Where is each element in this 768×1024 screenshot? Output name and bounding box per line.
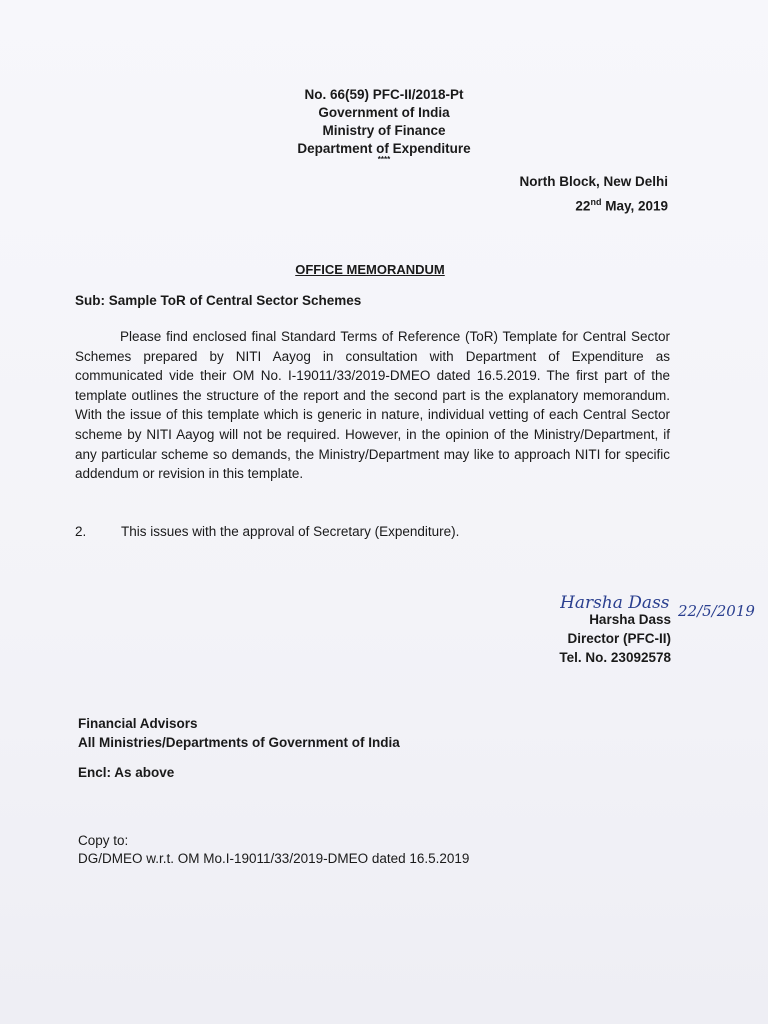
date-day: 22 xyxy=(575,198,591,214)
signatory-designation: Director (PFC-II) xyxy=(567,631,671,646)
point-text: This issues with the approval of Secretary (Expenditure). xyxy=(121,524,460,539)
letterhead xyxy=(0,86,768,164)
date-suffix: nd xyxy=(590,197,602,207)
signature-date-ink: 22/5/2019 xyxy=(678,602,755,620)
location: North Block, New Delhi xyxy=(519,174,668,189)
ministry-line: Ministry of Finance xyxy=(322,123,446,138)
signatory-block xyxy=(559,610,671,667)
enclosure-line: Encl: As above xyxy=(78,765,175,780)
subject-line: Sub: Sample ToR of Central Sector Schemes xyxy=(75,293,362,308)
separator-stars: **** xyxy=(377,155,391,164)
file-number: No. 66(59) PFC-II/2018-Pt xyxy=(304,87,464,102)
signature-name-ink: Harsha Dass xyxy=(560,593,670,613)
addressee-block xyxy=(78,714,400,752)
department-line: Department of Expenditure xyxy=(297,141,471,156)
point-number: 2. xyxy=(75,524,87,539)
signatory-name: Harsha Dass xyxy=(589,612,671,627)
date xyxy=(519,192,668,217)
place-date-block xyxy=(519,172,668,217)
government-line: Government of India xyxy=(318,105,450,120)
date-rest: May, 2019 xyxy=(601,198,668,214)
copy-to-block xyxy=(78,832,469,868)
signatory-phone: Tel. No. 23092578 xyxy=(559,650,671,665)
memo-title: OFFICE MEMORANDUM xyxy=(295,262,445,277)
copy-to-label: Copy to: xyxy=(78,833,129,848)
copy-to-text: DG/DMEO w.r.t. OM Mo.I-19011/33/2019-DMEO dated 16.5.2019 xyxy=(78,851,470,866)
body-paragraph: Please find enclosed final Standard Terms of Reference (ToR) Template for Central Sector Schemes prepared by NITI Aayog in consultation with Department of Expenditure as communicated vide their OM No. I-19011/33/2019-DMEO dated 16.5.2019. The first part of the template outlines the structure of the report and the second part is the explanatory memorandum. With the issue of this template which is generic in nature, individual vetting of each Central Sector scheme by NITI Aayog will not be required. However, in the opinion of the Ministry/Department, if any particular scheme so demands, the Ministry/Department may like to approach NITI for specific addendum or revision in this template. xyxy=(75,329,670,482)
addressee-line-1: Financial Advisors xyxy=(78,716,198,731)
addressee-line-2: All Ministries/Departments of Government of India xyxy=(78,735,400,750)
point-two xyxy=(75,524,459,539)
